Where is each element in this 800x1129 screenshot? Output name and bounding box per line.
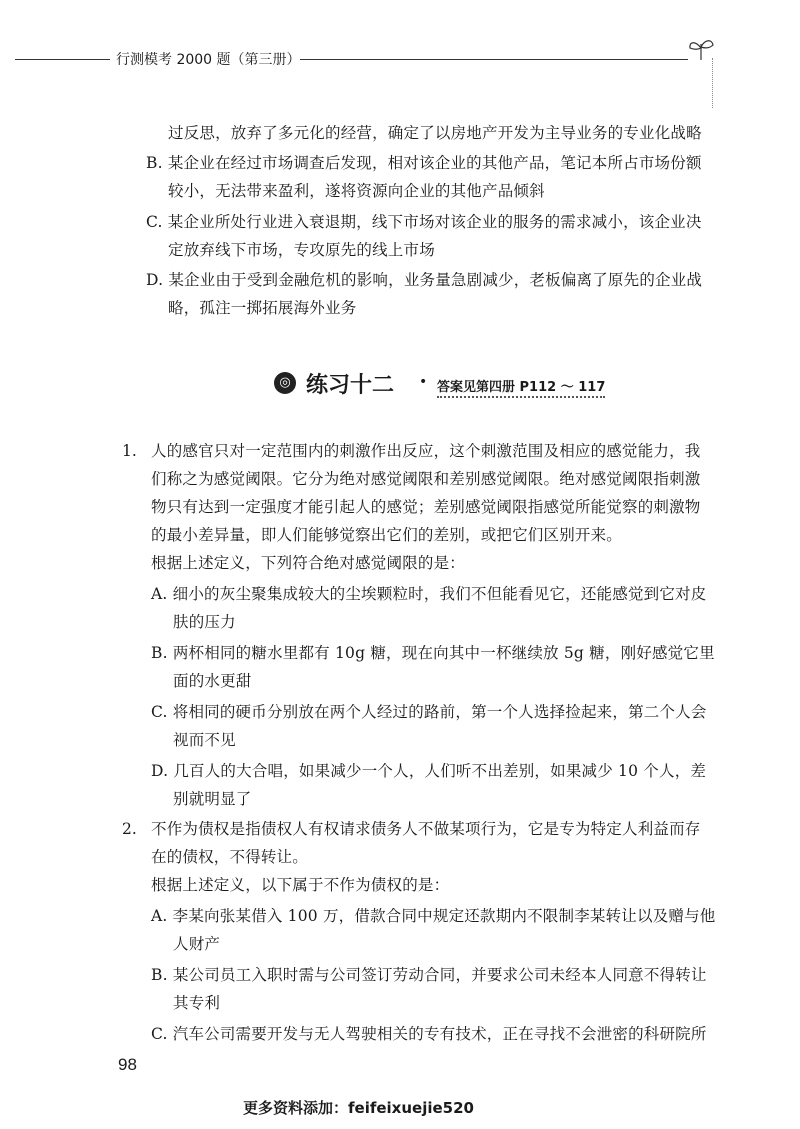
option-a-continuation: 人财产 xyxy=(173,935,221,953)
option-a: A. 细小的灰尘聚集成较大的尘埃颗粒时，我们不但能看见它，还能感觉到它对皮 xyxy=(151,585,707,603)
option-c-continuation: 定放弃线下市场，专攻原先的线上市场 xyxy=(168,241,435,259)
question-text-line: 们称之为感觉阈限。它分为绝对感觉阈限和差别感觉阈限。绝对感觉阈限指刺激 xyxy=(151,470,701,488)
option-a: A. 李某向张某借入 100 万，借款合同中规定还款期内不限制李某转让以及赠与他 xyxy=(151,907,716,925)
option-d: D. 几百人的大合唱，如果减少一个人，人们听不出差别，如果减少 10 个人，差 xyxy=(151,762,707,780)
option-d-continuation: 略，孤注一掷拓展海外业务 xyxy=(168,299,357,317)
section-badge-icon: ◎ xyxy=(274,372,296,394)
question-prompt: 根据上述定义，以下属于不作为债权的是： xyxy=(151,876,450,894)
section-heading xyxy=(0,368,800,408)
option-c: C. 汽车公司需要开发与无人驾驶相关的专有技术，正在寻找不会泄密的科研院所 xyxy=(151,1025,707,1043)
section-title: 练习十二 xyxy=(306,373,395,398)
option-a-continuation: 肤的压力 xyxy=(173,613,236,631)
option-c: C. 将相同的硬币分别放在两个人经过的路前，第一个人选择捡起来，第二个人会 xyxy=(151,703,707,721)
option-c-continuation: 视而不见 xyxy=(173,731,236,749)
header-dotted-line xyxy=(712,58,716,108)
question-text-line: 物只有达到一定强度才能引起人的感觉；差别感觉阈限指感觉所能觉察的刺激物 xyxy=(151,498,701,516)
header-title: 行测模考 2000 题（第三册） xyxy=(116,52,301,68)
header-rule-right xyxy=(300,59,688,60)
page-number: 98 xyxy=(118,1055,137,1074)
option-d-continuation: 别就明显了 xyxy=(173,790,252,808)
section-bullet: • xyxy=(419,374,428,390)
question-text-line: 的最小差异量，即人们能够觉察出它们的差别，或把它们区别开来。 xyxy=(151,526,623,544)
question-number: 2. xyxy=(122,820,137,838)
running-header xyxy=(0,44,800,74)
option-b: B. 两杯相同的糖水里都有 10g 糖，现在向其中一杯继续放 5g 糖，刚好感觉它里 xyxy=(151,644,715,662)
question-prompt: 根据上述定义，下列符合绝对感觉阈限的是： xyxy=(151,554,466,572)
option-b: B. 某公司员工入职时需与公司签订劳动合同，并要求公司未经本人同意不得转让 xyxy=(151,966,707,984)
question-number: 1. xyxy=(122,442,137,460)
option-b-continuation: 面的水更甜 xyxy=(173,672,252,690)
option-b-continuation: 其专利 xyxy=(173,994,221,1012)
option-d: D. 某企业由于受到金融危机的影响，业务量急剧减少，老板偏离了原先的企业战 xyxy=(146,271,703,289)
question-text-line: 人的感官只对一定范围内的刺激作出反应，这个刺激范围及相应的感觉能力，我 xyxy=(151,442,701,460)
option-continuation: 过反思，放弃了多元化的经营，确定了以房地产开发为主导业务的专业化战略 xyxy=(168,124,702,142)
question-text-line: 在的债权，不得转让。 xyxy=(151,848,309,866)
footer-note: 更多资料添加：feifeixuejie520 xyxy=(243,1099,474,1117)
question-text-line: 不作为债权是指债权人有权请求债务人不做某项行为，它是专为特定人利益而存 xyxy=(151,820,701,838)
answer-reference: 答案见第四册 P112 ～ 117 xyxy=(437,376,605,398)
option-b-continuation: 较小，无法带来盈利，遂将资源向企业的其他产品倾斜 xyxy=(168,182,545,200)
option-c: C. 某企业所处行业进入衰退期，线下市场对该企业的服务的需求减小，该企业决 xyxy=(146,213,702,231)
header-rule-left xyxy=(15,59,110,60)
option-b: B. 某企业在经过市场调查后发现，相对该企业的其他产品，笔记本所占市场份额 xyxy=(146,154,702,172)
